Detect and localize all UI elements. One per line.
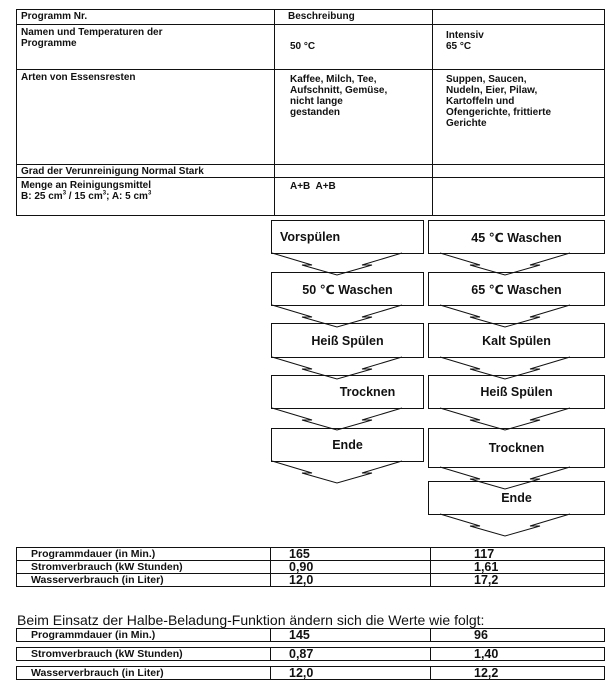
detergent-b: B: 25 cm — [21, 191, 63, 202]
stat-value-1: 12,0 — [289, 573, 314, 587]
table-row — [16, 628, 605, 642]
stats-table-full — [16, 547, 605, 591]
arrow-down-icon — [440, 467, 570, 507]
flow-right-45-waschen: 45 ℃ Waschen — [428, 220, 605, 254]
arrow-down-icon — [440, 305, 570, 345]
detergent-sep2: ; A: 5 cm — [106, 191, 148, 202]
arrow-down-icon — [272, 305, 402, 345]
table-row — [16, 547, 605, 561]
stat-value-2: 1,40 — [474, 647, 499, 661]
row-food-col2: Kaffee, Milch, Tee, Aufschnitt, Gemüse, nicht lange gestanden — [290, 74, 388, 118]
row-soiling-label: Grad der Verunreinigung Normal Stark — [21, 166, 204, 177]
flow-left-vorspuelen: Vorspülen — [271, 220, 424, 254]
flow-left-ende: Ende — [271, 428, 424, 462]
row-names-label: Namen und Temperaturen der Programme — [21, 27, 163, 49]
row-food-label: Arten von Essensresten — [21, 72, 136, 83]
stat-value-1: 0,87 — [289, 647, 314, 661]
stat-value-1: 165 — [289, 547, 310, 561]
row-detergent-label — [21, 180, 151, 202]
row-names-col2: 50 °C — [290, 41, 316, 52]
row-food-col3: Suppen, Saucen, Nudeln, Eier, Pilaw, Kartoffeln und Ofengerichte, frittierte Gerichte — [446, 74, 552, 129]
stat-value-1: 12,0 — [289, 666, 314, 680]
half-load-note: Beim Einsatz der Halbe-Beladung-Funktion ändern sich die Werte wie folgt: — [17, 612, 485, 628]
row-names-col3: Intensiv 65 °C — [446, 30, 484, 52]
detergent-sep1: / 15 cm — [66, 191, 103, 202]
table-row — [16, 647, 605, 661]
detergent-sup3: 3 — [147, 190, 152, 197]
flow-left-trocknen: Trocknen — [271, 375, 424, 409]
stat-value-2: 96 — [474, 628, 488, 642]
stat-label: Programmdauer (in Min.) — [31, 629, 156, 641]
table-row — [16, 666, 605, 680]
arrow-down-icon — [440, 408, 570, 448]
header-beschreibung: Beschreibung — [288, 11, 355, 22]
flow-left-waschen: 50 ℃ Waschen — [271, 272, 424, 306]
flow-right-ende: Ende — [428, 481, 605, 515]
flow-right-trocknen: Trocknen — [428, 428, 605, 468]
stat-label: Wasserverbrauch (in Liter) — [31, 574, 164, 586]
arrow-down-icon — [440, 357, 570, 397]
stat-value-2: 12,2 — [474, 666, 499, 680]
flow-left-heiss-spuelen: Heiß Spülen — [271, 323, 424, 358]
stat-value-2: 17,2 — [474, 573, 499, 587]
flow-right-heiss-spuelen: Heiß Spülen — [428, 375, 605, 409]
arrow-down-icon — [440, 253, 570, 293]
stat-label: Stromverbrauch (kW Stunden) — [31, 561, 183, 573]
arrow-down-icon — [272, 253, 402, 293]
stat-label: Stromverbrauch (kW Stunden) — [31, 648, 183, 660]
stat-label: Wasserverbrauch (in Liter) — [31, 667, 164, 679]
table-row — [16, 560, 605, 574]
stat-value-1: 145 — [289, 628, 310, 642]
detergent-sup2: 3 — [102, 190, 107, 197]
detergent-line1: Menge an Reinigungsmittel — [21, 180, 152, 191]
table-row — [16, 573, 605, 587]
stat-label: Programmdauer (in Min.) — [31, 548, 156, 560]
row-detergent-col2: A+B A+B — [290, 181, 336, 192]
stats-table-half — [16, 628, 605, 680]
arrow-down-icon — [272, 408, 402, 448]
stat-value-2: 117 — [474, 547, 495, 561]
stat-value-2: 1,61 — [474, 560, 499, 574]
header-programm-nr: Programm Nr. — [21, 11, 88, 22]
arrow-down-icon — [272, 357, 402, 397]
flow-right-kalt-spuelen: Kalt Spülen — [428, 323, 605, 358]
stat-value-1: 0,90 — [289, 560, 314, 574]
flow-right-65-waschen: 65 ℃ Waschen — [428, 272, 605, 306]
arrow-down-icon — [272, 461, 402, 501]
detergent-sup1: 3 — [62, 190, 67, 197]
